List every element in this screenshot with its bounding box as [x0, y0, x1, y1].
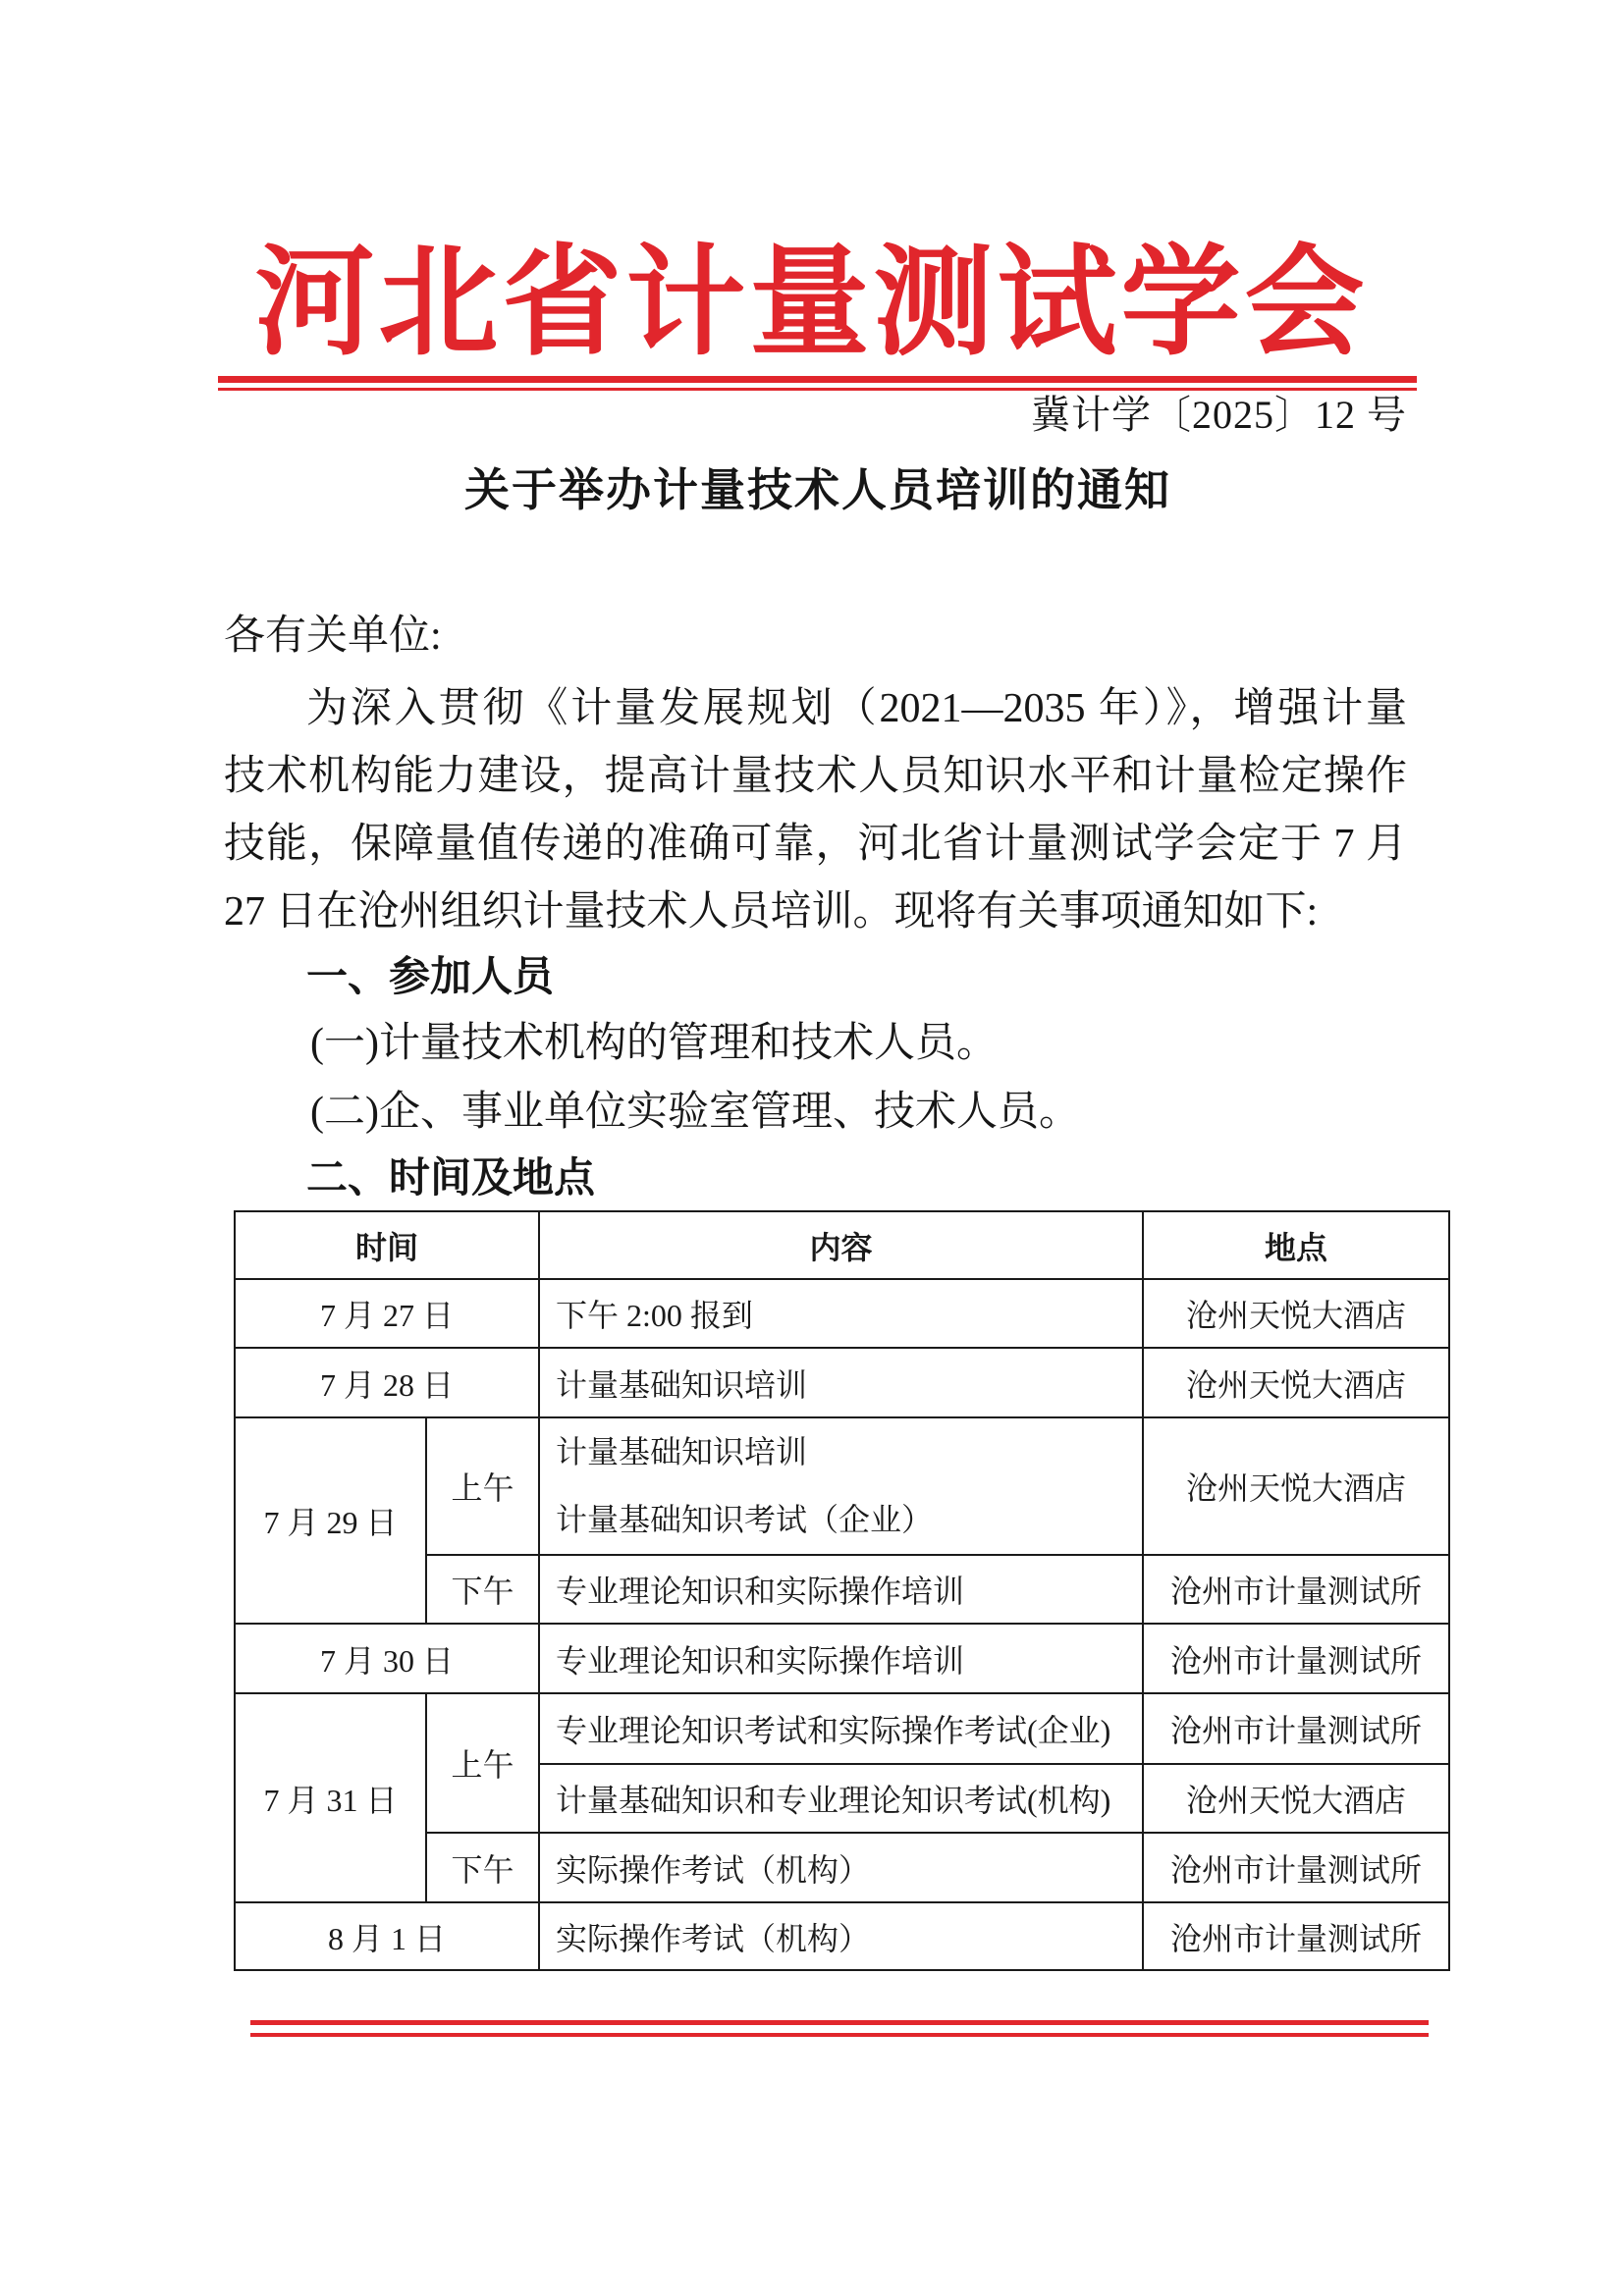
- content-cell: 实际操作考试（机构）: [539, 1902, 1143, 1970]
- period-cell: 上午: [426, 1417, 539, 1555]
- intro-line: 为深入贯彻《计量发展规划（2021—2035 年）》，增强计量: [306, 686, 1407, 731]
- content-cell: 下午 2:00 报到: [539, 1279, 1143, 1348]
- date-cell: 7 月 30 日: [235, 1624, 539, 1693]
- header-location: 地点: [1143, 1211, 1449, 1279]
- content-cell: 实际操作考试（机构）: [539, 1833, 1143, 1902]
- intro-line: 技术机构能力建设，提高计量技术人员知识水平和计量检定操作: [224, 754, 1407, 799]
- salutation: 各有关单位:: [224, 614, 442, 659]
- location-cell: 沧州天悦大酒店: [1143, 1279, 1449, 1348]
- content-cell: 计量基础知识培训: [539, 1348, 1143, 1417]
- header-content: 内容: [539, 1211, 1143, 1279]
- location-cell: 沧州市计量测试所: [1143, 1833, 1449, 1902]
- letterhead-red-rule-thick: [218, 376, 1417, 383]
- content-cell: 专业理论知识考试和实际操作考试(企业): [539, 1693, 1143, 1764]
- schedule-table: [234, 1210, 1450, 1971]
- footer-red-rule-thin: [250, 2033, 1429, 2037]
- location-cell: 沧州天悦大酒店: [1143, 1764, 1449, 1833]
- footer-red-rule-thick: [250, 2020, 1429, 2025]
- table-row: [235, 1417, 1449, 1555]
- participant-item: (一)计量技术机构的管理和技术人员。: [310, 1021, 998, 1066]
- table-row: [235, 1348, 1449, 1417]
- period-cell: 下午: [426, 1555, 539, 1624]
- content-cell: 专业理论知识和实际操作培训: [539, 1624, 1143, 1693]
- intro-line: 27 日在沧州组织计量技术人员培训。现将有关事项通知如下:: [224, 889, 1319, 934]
- table-header-row: [235, 1211, 1449, 1279]
- content-cell: [539, 1417, 1143, 1555]
- participant-item: (二)企、事业单位实验室管理、技术人员。: [310, 1090, 1080, 1135]
- section-heading-participants: 一、参加人员: [306, 952, 555, 1000]
- header-time: 时间: [235, 1211, 539, 1279]
- intro-line: 技能，保障量值传递的准确可靠，河北省计量测试学会定于 7 月: [224, 822, 1407, 867]
- period-cell: 上午: [426, 1693, 539, 1833]
- table-row: [235, 1693, 1449, 1764]
- location-cell: 沧州天悦大酒店: [1143, 1417, 1449, 1555]
- date-cell: 7 月 29 日: [235, 1417, 426, 1624]
- location-cell: 沧州市计量测试所: [1143, 1624, 1449, 1693]
- location-cell: 沧州市计量测试所: [1143, 1902, 1449, 1970]
- letterhead-org-name: 河北省计量测试学会: [254, 231, 1369, 372]
- location-cell: 沧州市计量测试所: [1143, 1555, 1449, 1624]
- table-row: [235, 1902, 1449, 1970]
- date-cell: 7 月 31 日: [235, 1693, 426, 1902]
- content-line: 计量基础知识培训: [556, 1434, 808, 1469]
- location-cell: 沧州天悦大酒店: [1143, 1348, 1449, 1417]
- date-cell: 7 月 27 日: [235, 1279, 539, 1348]
- notice-title: 关于举办计量技术人员培训的通知: [464, 465, 1171, 515]
- content-cell: 专业理论知识和实际操作培训: [539, 1555, 1143, 1624]
- document-number: 冀计学〔2025〕12 号: [1031, 393, 1407, 437]
- table-row: [235, 1279, 1449, 1348]
- date-cell: 7 月 28 日: [235, 1348, 539, 1417]
- date-cell: 8 月 1 日: [235, 1902, 539, 1970]
- section-heading-schedule: 二、时间及地点: [306, 1153, 596, 1201]
- content-line: 计量基础知识考试（企业）: [556, 1502, 934, 1537]
- content-cell: 计量基础知识和专业理论知识考试(机构): [539, 1764, 1143, 1833]
- location-cell: 沧州市计量测试所: [1143, 1693, 1449, 1764]
- period-cell: 下午: [426, 1833, 539, 1902]
- table-row: [235, 1624, 1449, 1693]
